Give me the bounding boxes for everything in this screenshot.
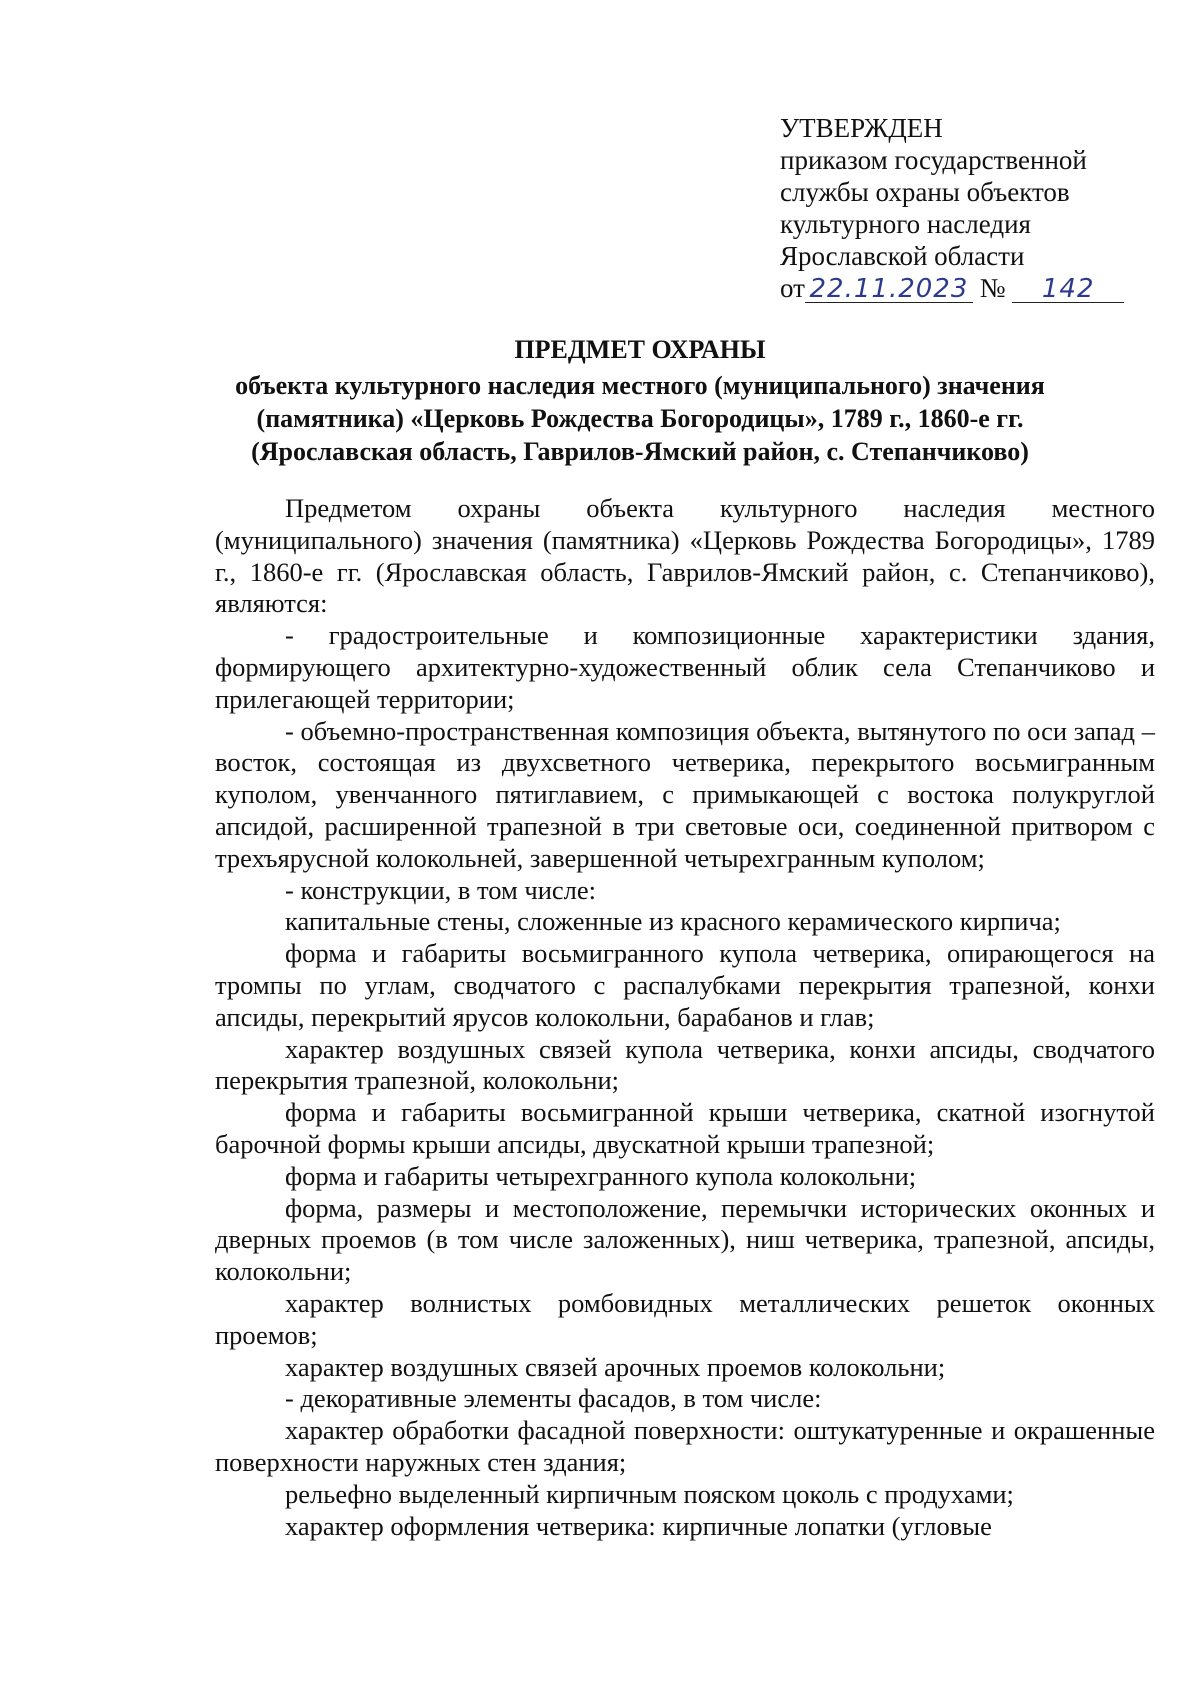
heading-subtitle-line: (Ярославская область, Гаврилов-Ямский район, с. Степанчиково) <box>251 437 1029 466</box>
body-paragraph: рельефно выделенный кирпичным пояском цоколь с продухами; <box>285 1478 1014 1509</box>
approval-title: УТВЕРЖДЕН <box>780 113 943 143</box>
approval-line: приказом государственной <box>780 145 1087 175</box>
approval-line: Ярославской области <box>780 241 1025 271</box>
number-prefix: № <box>979 273 1006 303</box>
document-heading <box>180 333 1100 468</box>
body-paragraph: форма и габариты восьмигранного купола четверика, опирающегося на тромпы по углам, сводчатого с распалубками перекрытия трапезной, конхи апсиды, перекрытий ярусов колокольни, барабанов и глав; <box>215 938 1155 1032</box>
body-paragraph: характер волнистых ромбовидных металлических решеток оконных проемов; <box>215 1287 1155 1350</box>
body-paragraph: - декоративные элементы фасадов, в том числе: <box>285 1383 822 1414</box>
order-date-handwritten: 22.11.2023 <box>809 274 969 304</box>
body-paragraph: - конструкции, в том числе: <box>285 874 597 905</box>
approval-line: службы охраны объектов <box>780 177 1070 207</box>
body-paragraph: капитальные стены, сложенные из красного керамического кирпича; <box>285 906 1061 937</box>
body-paragraph: форма, размеры и местоположение, перемычки исторических оконных и дверных проемов (в том числе заложенных), ниш четверика, трапезной, апсиды, колокольни; <box>215 1192 1155 1287</box>
body-paragraph: характер воздушных связей арочных проемов колокольни; <box>285 1351 946 1382</box>
body-paragraph: форма и габариты восьмигранной крыши четверика, скатной изогнутой барочной формы крыши апсиды, двускатной крыши трапезной; <box>215 1097 1155 1159</box>
body-paragraph: характер обработки фасадной поверхности: оштукатуренные и окрашенные поверхности наружных стен здания; <box>215 1415 1155 1477</box>
body-paragraph: Предметом охраны объекта культурного наследия местного (муниципального) значения (памятника) «Церковь Рождества Богородицы», 1789 г., 1860-е гг. (Ярославская область, Гаврилов-Ямский район, с. Степанчиково), являются: <box>215 493 1155 619</box>
body-paragraph: - объемно-пространственная композиция объекта, вытянутого по оси запад – восток, состоящая из двухсветного четверика, перекрытого восьмигранным куполом, увенчанного пятиглавием, с примыкающей с востока полукруглой апсидой, расширенной трапезной в три световые оси, соединенной притвором с трехъярусной колокольней, завершенной четырехгранным куполом; <box>215 715 1155 873</box>
heading-title: ПРЕДМЕТ ОХРАНЫ <box>514 335 766 364</box>
heading-subtitle-line: объекта культурного наследия местного (муниципального) значения <box>235 371 1045 400</box>
date-prefix: от <box>780 273 805 303</box>
body-paragraph: характер оформления четверика: кирпичные лопатки (угловые <box>285 1510 992 1541</box>
document-body <box>215 493 1155 1542</box>
body-paragraph: форма и габариты четырехгранного купола колокольни; <box>285 1160 917 1191</box>
heading-subtitle-line: (памятника) «Церковь Рождества Богородицы», 1789 г., 1860-е гг. <box>256 404 1024 433</box>
body-paragraph: - градостроительные и композиционные характеристики здания, формирующего архитектурно-художественный облик села Степанчиково и прилегающей территории; <box>215 620 1155 714</box>
order-number-handwritten: 142 <box>1041 274 1095 304</box>
order-number-field <box>1012 275 1124 303</box>
approval-stamp-block <box>780 112 1140 304</box>
approval-line: культурного наследия <box>780 209 1031 239</box>
order-date-field <box>805 275 973 303</box>
order-date-number-line <box>780 272 1140 304</box>
body-paragraph: характер воздушных связей купола четверика, конхи апсиды, сводчатого перекрытия трапезной, колокольни; <box>215 1033 1155 1096</box>
